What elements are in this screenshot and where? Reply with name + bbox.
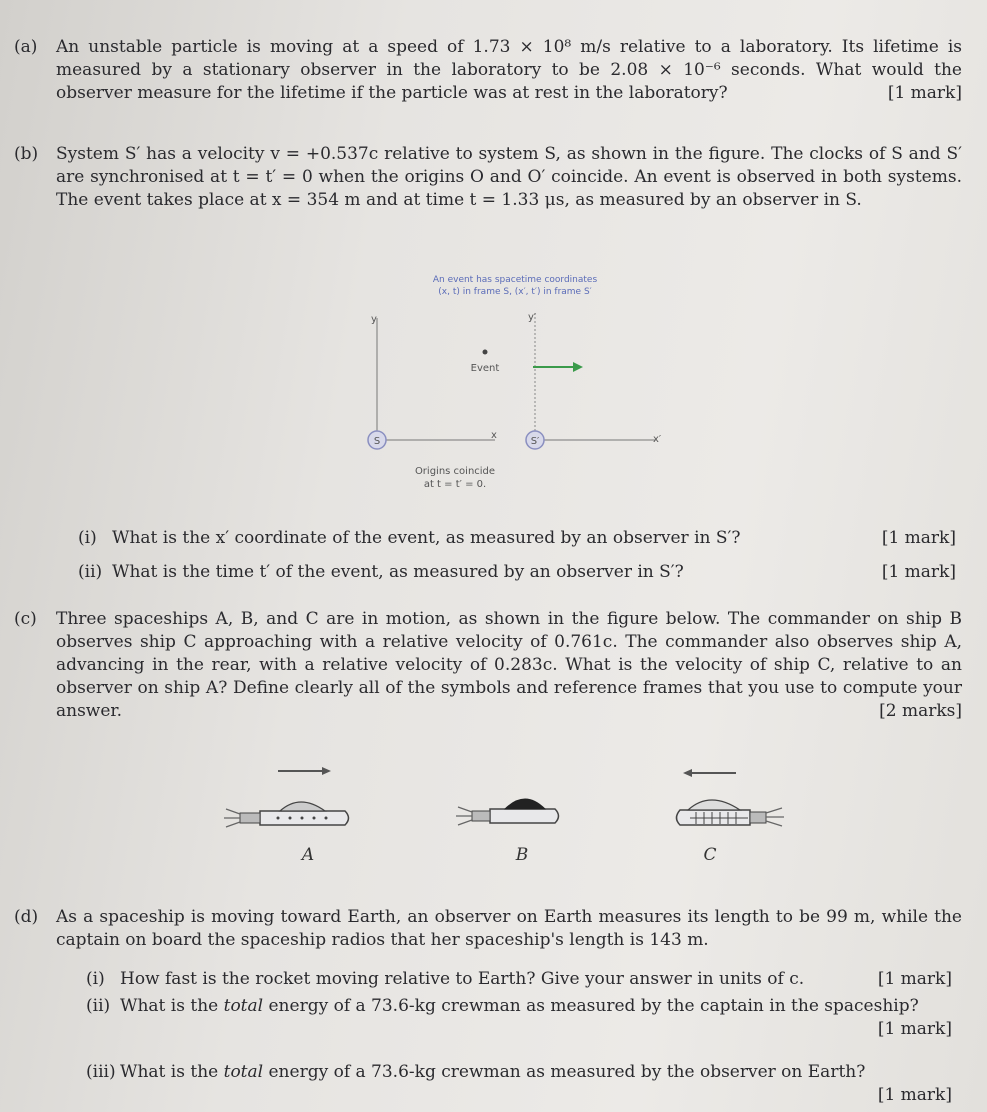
question-b-ii-label: (ii) — [78, 562, 103, 582]
question-d-i-label: (i) — [86, 969, 105, 989]
ship-c-icon — [677, 800, 785, 826]
s-y-label: y — [371, 314, 377, 325]
question-d-iii-label: (iii) — [86, 1062, 116, 1082]
question-a — [14, 36, 962, 105]
question-b-ii-text: What is the time t′ of the event, as measured by an observer in S′? — [112, 562, 684, 582]
question-d-i-text: How fast is the rocket moving relative to Earth? Give your answer in units of c. — [120, 969, 805, 989]
question-d-text: As a spaceship is moving toward Earth, an observer on Earth measures its length to be 99 m, while the captain on board the spaceship radios that her spaceship's length is 143 m. — [56, 907, 962, 950]
event-dot-icon — [483, 350, 488, 355]
question-d-i-marks: [1 mark] — [877, 969, 952, 989]
question-d-ii-marks: [1 mark] — [877, 1019, 952, 1039]
question-b-i-text: What is the x′ coordinate of the event, as measured by an observer in S′? — [112, 528, 741, 548]
question-b-label: (b) — [14, 144, 39, 164]
question-d-ii-label: (ii) — [86, 996, 111, 1016]
question-a-text — [56, 36, 962, 105]
question-b-text: System S′ has a velocity v = +0.537c relative to system S, as shown in the figure. The clocks of S and S′ are synchronised at t = t′ = 0 when the origins O and O′ coincide. An event is observed in both systems. The event takes place at x = 354 m and at time t = 1.33 μs, as measured by an observer in S. — [56, 144, 962, 210]
question-a-label: (a) — [14, 37, 38, 57]
spacetime-frames-figure — [355, 268, 675, 498]
question-b-i — [78, 527, 956, 550]
question-d-iii — [86, 1061, 952, 1107]
ship-a-icon — [224, 802, 349, 827]
question-d-iii-marks: [1 mark] — [877, 1085, 952, 1105]
question-d-ii-pre: What is the — [120, 996, 224, 1016]
question-b-i-label: (i) — [78, 528, 97, 548]
question-c — [14, 608, 962, 723]
question-d-iii-post: energy of a 73.6-kg crewman as measured by the observer on Earth? — [263, 1062, 866, 1082]
question-d-ii-emph: total — [223, 996, 264, 1016]
question-c-text — [56, 608, 962, 723]
figure-caption-line1: An event has spacetime coordinates — [432, 275, 598, 285]
s-prime-y-label: y′ — [528, 312, 537, 323]
origin-s-prime-label: S′ — [530, 436, 540, 447]
question-d — [14, 906, 962, 952]
question-b — [14, 143, 962, 212]
origins-note-line2: at t = t′ = 0. — [423, 479, 487, 490]
origins-note-line1: Origins coincide — [414, 466, 496, 477]
question-c-label: (c) — [14, 609, 37, 629]
figure-caption-line2: (x, t) in frame S, (x′, t′) in frame S′ — [438, 287, 592, 297]
question-b-ii — [78, 561, 956, 584]
s-prime-x-label: x′ — [653, 434, 662, 445]
ship-a-label: A — [301, 845, 315, 865]
question-d-iii-pre: What is the — [120, 1062, 224, 1082]
question-d-label: (d) — [14, 907, 39, 927]
question-d-iii-emph: total — [223, 1062, 264, 1082]
question-d-ii — [86, 995, 952, 1041]
velocity-arrowhead-icon — [573, 362, 583, 372]
event-label: Event — [470, 363, 500, 374]
ship-b-label: B — [515, 845, 529, 865]
ship-c-label: C — [703, 845, 717, 865]
question-b-ii-marks: [1 mark] — [881, 562, 956, 582]
question-d-ii-post: energy of a 73.6-kg crewman as measured by the captain in the spaceship? — [263, 996, 919, 1016]
question-c-marks: [2 marks] — [879, 701, 962, 721]
question-a-marks: [1 mark] — [887, 83, 962, 103]
s-x-label: x — [491, 430, 497, 441]
origin-s-label: S — [373, 436, 381, 447]
question-c-body: Three spaceships A, B, and C are in motion, as shown in the figure below. The commander on ship B observes ship C approaching with a relative velocity of 0.761c. The commander also observes ship A, advancing in the rear, with a relative velocity of 0.283c. What is the velocity of ship C, relative to an observer on ship A? Define clearly all of the symbols and reference frames that you use to compute your answer. — [56, 609, 962, 721]
question-d-i — [86, 968, 952, 991]
question-b-i-marks: [1 mark] — [881, 528, 956, 548]
question-a-body: An unstable particle is moving at a speed of 1.73 × 10⁸ m/s relative to a laboratory. Its lifetime is measured by a stationary observer in the laboratory to be 2.08 × 10⁻⁶ seconds. What would the observer measure for the lifetime if the particle was at rest in the laboratory? — [56, 37, 962, 103]
spaceships-figure — [200, 755, 800, 875]
ship-b-icon — [456, 799, 559, 825]
